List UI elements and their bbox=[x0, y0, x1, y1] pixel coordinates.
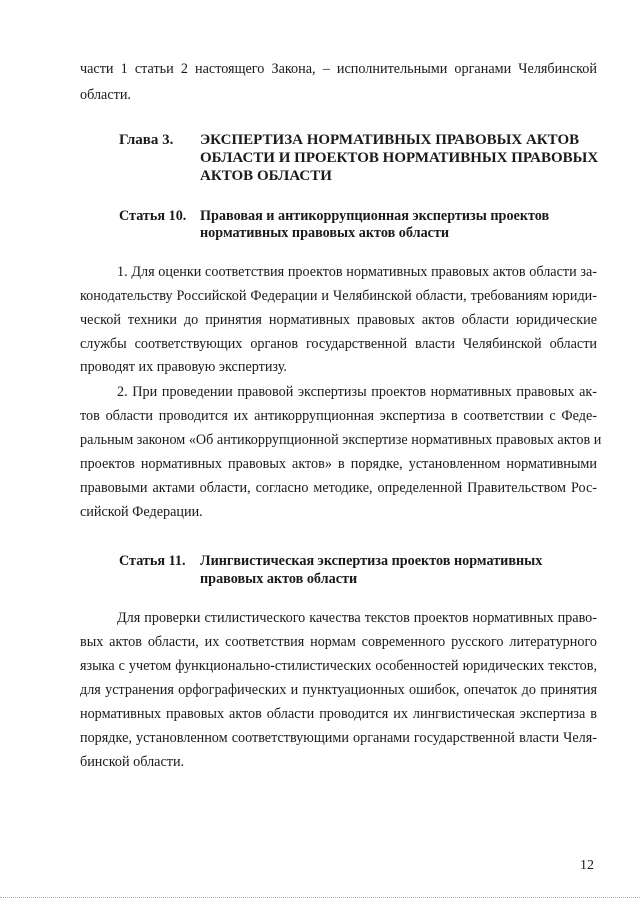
article-10-line-11: сийской Федерации. bbox=[80, 504, 203, 520]
page-bottom-edge bbox=[0, 897, 640, 898]
article-10-line-2: конодательству Российской Федерации и Челябинской области, требованиям юриди- bbox=[80, 288, 597, 304]
chapter-title-line-3: АКТОВ ОБЛАСТИ bbox=[200, 168, 332, 184]
article-11-line-2: вых актов области, их соответствия нормам современного русского литературного bbox=[80, 634, 597, 650]
article-10-line-5: проводят их правовую экспертизу. bbox=[80, 359, 287, 375]
chapter-title-line-2: ОБЛАСТИ И ПРОЕКТОВ НОРМАТИВНЫХ ПРАВОВЫХ bbox=[200, 150, 599, 166]
article-10-line-4: службы соответствующих органов государственной власти Челябинской области bbox=[80, 336, 597, 352]
article-10-line-8: ральным законом «Об антикоррупционной экспертизе нормативных правовых актов и bbox=[80, 432, 602, 448]
article-10-label: Статья 10. bbox=[119, 208, 187, 224]
article-10-title-line-2: нормативных правовых актов области bbox=[200, 225, 450, 241]
article-11-line-3: языка с учетом функционально-стилистических особенностей юридических текстов, bbox=[80, 658, 597, 674]
article-10-line-9: проектов нормативных правовых актов» в порядке, установленном нормативными bbox=[80, 456, 597, 472]
article-11-line-5: нормативных правовых актов области проводится их лингвистическая экспертиза в bbox=[80, 706, 597, 722]
article-10-line-7: тов области проводится их антикоррупционная экспертиза в соответствии с Феде- bbox=[80, 408, 597, 424]
page-number: 12 bbox=[580, 858, 594, 873]
chapter-title-line-1: ЭКСПЕРТИЗА НОРМАТИВНЫХ ПРАВОВЫХ АКТОВ bbox=[200, 132, 580, 148]
intro-line-2: области. bbox=[80, 87, 131, 103]
article-11-line-1: Для проверки стилистического качества текстов проектов нормативных право- bbox=[117, 610, 597, 626]
chapter-label: Глава 3. bbox=[119, 132, 174, 148]
article-10-line-10: правовыми актами области, согласно методике, определенной Правительством Рос- bbox=[80, 480, 597, 496]
article-11-line-7: бинской области. bbox=[80, 754, 185, 770]
article-10-line-1: 1. Для оценки соответствия проектов нормативных правовых актов области за- bbox=[117, 264, 597, 280]
article-10-line-6: 2. При проведении правовой экспертизы проектов нормативных правовых ак- bbox=[117, 384, 597, 400]
article-11-title-line-2: правовых актов области bbox=[200, 571, 358, 587]
article-11-line-6: порядке, установленном соответствующими органами государственной власти Челя- bbox=[80, 730, 597, 746]
article-11-line-4: для устранения орфографических и пунктуационных ошибок, опечаток до принятия bbox=[80, 682, 597, 698]
intro-line-1: части 1 статьи 2 настоящего Закона, – исполнительными органами Челябинской bbox=[80, 61, 597, 77]
article-10-line-3: ческой техники до принятия нормативных правовых актов области юридические bbox=[80, 312, 597, 328]
article-11-title-line-1: Лингвистическая экспертиза проектов нормативных bbox=[200, 553, 543, 569]
article-11-label: Статья 11. bbox=[119, 553, 186, 569]
article-10-title-line-1: Правовая и антикоррупционная экспертизы проектов bbox=[200, 208, 550, 224]
